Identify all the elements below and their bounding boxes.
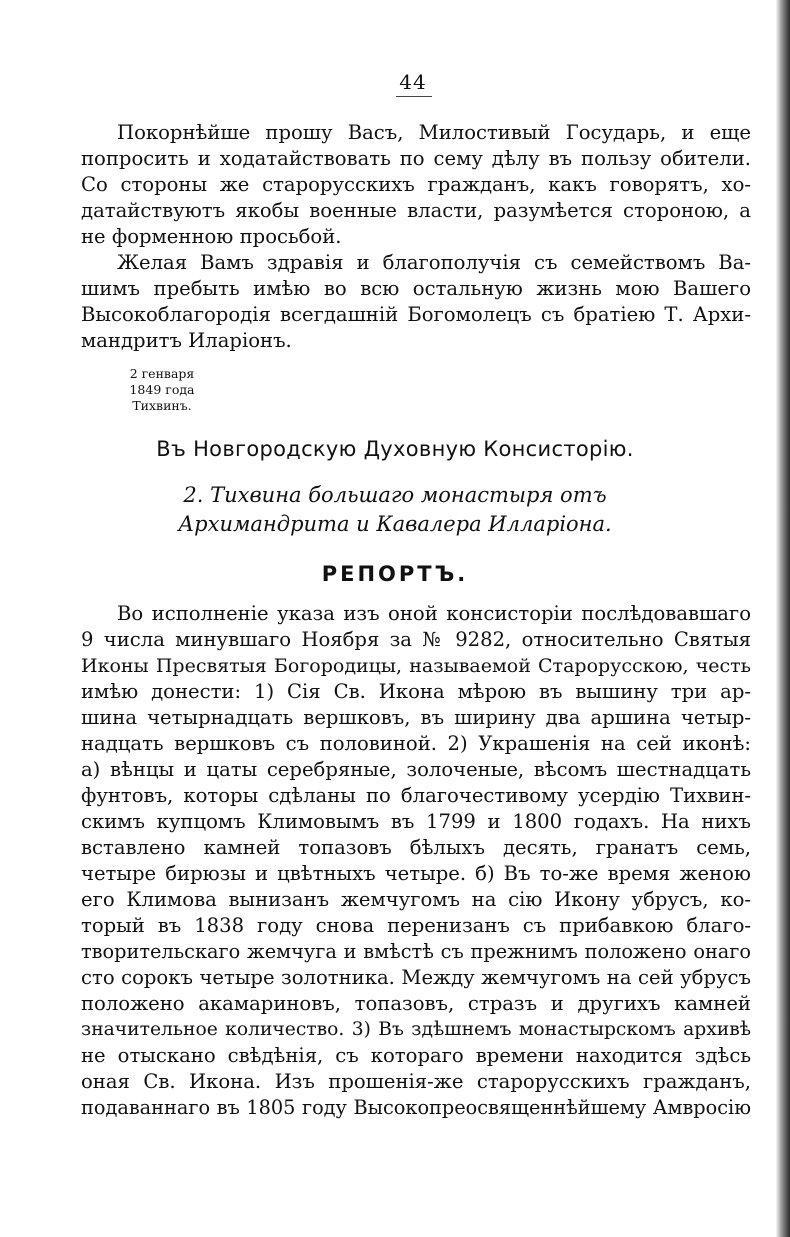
report-heading: РЕПОРТЪ. bbox=[321, 562, 469, 586]
letter-line: шимъ пребыть имѣю во всю остальную жизнь мою Вашего bbox=[81, 277, 751, 300]
letter-line: не форменною просьбой. bbox=[81, 225, 342, 248]
report-line: Иконы Пресвятыя Богородицы, называемой Старорусскою, честь bbox=[81, 655, 751, 677]
report-line: четыре бирюзы и цвѣтныхъ четыре. б) Въ то-же время женою bbox=[81, 862, 751, 885]
report-line: скимъ купцомъ Климовымъ въ 1799 и 1800 годахъ. На нихъ bbox=[81, 810, 751, 833]
report-line: имѣю донести: 1) Сія Св. Икона мѣрою въ вышину три ар- bbox=[81, 680, 751, 703]
report-line: положено акамариновъ, топазовъ, стразъ и другихъ камней bbox=[81, 992, 751, 1015]
signoff-place: Тихвинъ. bbox=[132, 398, 192, 413]
signoff-date: 2 генваря bbox=[129, 366, 195, 381]
report-line: надцать вершковъ съ половиной. 2) Украшенія на сей иконѣ: bbox=[81, 732, 751, 755]
report-line: торый въ 1838 году снова перенизанъ съ прибавкою благо- bbox=[81, 914, 751, 937]
report-line: его Климова вынизанъ жемчугомъ на сію Икону убрусъ, ко- bbox=[81, 888, 751, 911]
letter-line: Со стороны же старорусскихъ гражданъ, какъ говорятъ, хо- bbox=[81, 173, 751, 196]
letter-line: Покорнѣйше прошу Васъ, Милостивый Государь, и еще bbox=[117, 121, 751, 144]
report-line: фунтовъ, которы сдѣланы по благочестивому усердію Тихвин- bbox=[81, 784, 751, 807]
report-line: значительное количество. 3) Въ здѣшнемъ монастырскомъ архивѣ bbox=[81, 1019, 751, 1040]
report-line: шина четырнадцать вершковъ, въ ширину два аршина четыр- bbox=[81, 706, 751, 729]
letter-line: попросить и ходатайствовать по сему дѣлу въ пользу обители. bbox=[81, 147, 751, 170]
report-line: вставлено камней топазовъ бѣлыхъ десять, гранатъ семь, bbox=[81, 836, 751, 859]
letter-signature: мандритъ Иларіонъ. bbox=[81, 329, 292, 352]
report-line: Во исполненіе указа изъ оной консисторіи послѣдовавшаго bbox=[117, 602, 751, 625]
report-line: подаваннаго въ 1805 году Высокопреосвященнѣйшему Амвросію bbox=[81, 1096, 751, 1119]
report-line: не отыскано свѣдѣнія, съ котораго времени находится здѣсь bbox=[81, 1044, 751, 1067]
signoff-year: 1849 года bbox=[129, 382, 195, 397]
document-subtitle-line-1: 2. Тихвина большаго монастыря отъ bbox=[183, 483, 607, 507]
report-line: а) вѣнцы и цаты серебряные, золоченые, вѣсомъ шестнадцать bbox=[81, 758, 751, 781]
page-edge-shadow bbox=[776, 0, 790, 1237]
page-number-rule bbox=[396, 96, 432, 97]
report-line: творительскаго жемчуга и вмѣстѣ съ прежнимъ положено онаго bbox=[81, 940, 751, 963]
page-number: 44 bbox=[399, 70, 427, 94]
addressee-heading: Въ Новгородскую Духовную Консисторію. bbox=[156, 437, 634, 461]
letter-line: Желая Вамъ здравія и благополучія съ семействомъ Ва- bbox=[117, 251, 751, 274]
letter-line: Высокоблагородія всегдашній Богомолецъ съ братіею Т. Архи- bbox=[81, 303, 751, 326]
report-line: сто сорокъ четыре золотника. Между жемчугомъ на сей убрусъ bbox=[81, 966, 751, 989]
document-subtitle-line-2: Архимандрита и Кавалера Илларіона. bbox=[178, 512, 612, 536]
report-line: 9 числа минувшаго Ноября за № 9282, относительно Святыя bbox=[81, 628, 751, 651]
report-line: оная Св. Икона. Изъ прошенія-же старорусскихъ гражданъ, bbox=[81, 1070, 751, 1093]
letter-line: датайствуютъ якобы военные власти, разумѣется стороною, а bbox=[81, 199, 751, 222]
